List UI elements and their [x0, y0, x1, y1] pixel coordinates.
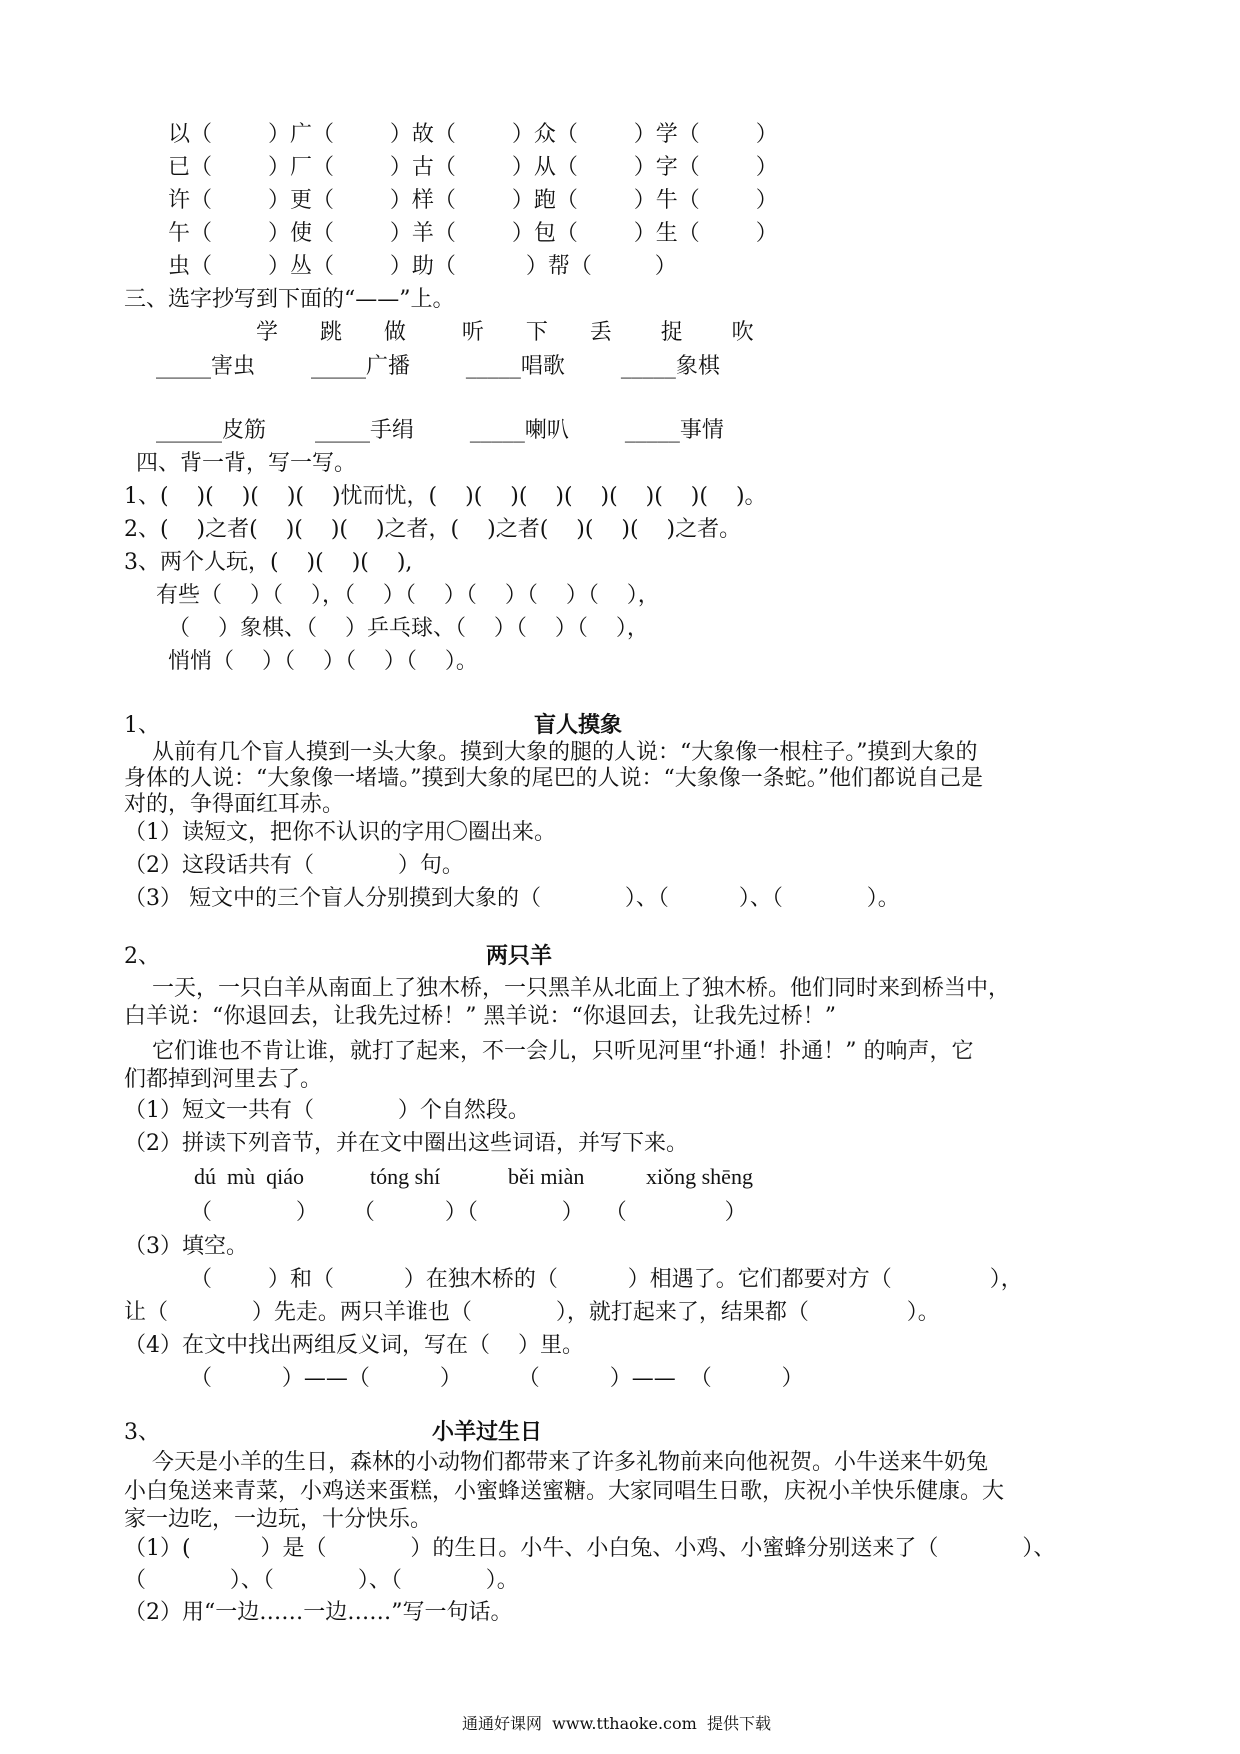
fill-line: （ ）和（ ）在独木桥的（ ）相遇了。它们都要对方（ ）， — [190, 1267, 1023, 1292]
recite-line: 有些（ ）（ ），（ ）（ ）（ ）（ ）（ ）， — [156, 583, 660, 608]
section-3-title: 三、选字抄写到下面的“——”上。 — [124, 287, 455, 312]
fill-line: 让（ ）先走。两只羊谁也（ ），就打起来了，结果都（ ）。 — [124, 1300, 940, 1325]
fill-row-1: _____害虫 _____广播 _____唱歌 _____象棋 — [156, 354, 720, 379]
char-row: 已（ ）厂（ ）古（ ）从（ ）字（ ） — [168, 155, 778, 180]
recite-line: （ ）象棋、（ ）乒乓球、（ ）（ ）（ ）， — [168, 616, 649, 641]
question: （1）短文一共有（ ）个自然段。 — [124, 1098, 530, 1123]
char-row: 许（ ）更（ ）样（ ）跑（ ）牛（ ） — [168, 188, 778, 213]
footer-credit: 通通好课网 www.tthaoke.com 提供下载 — [462, 1714, 771, 1733]
passage-3-number: 3、 — [124, 1420, 160, 1445]
question: （2）用“一边……一边……”写一句话。 — [124, 1600, 513, 1625]
question: （3）填空。 — [124, 1234, 248, 1259]
passage-text: 们都掉到河里去了。 — [124, 1067, 323, 1092]
char-row: 虫（ ）丛（ ）助（ ）帮（ ） — [168, 254, 677, 279]
passage-text: 小白兔送来青菜，小鸡送来蛋糕，小蜜蜂送蜜糖。大家同唱生日歌，庆祝小羊快乐健康。大 — [124, 1479, 1005, 1504]
pinyin: xiǒng shēng — [646, 1164, 753, 1189]
passage-text: 一天，一只白羊从南面上了独木桥，一只黑羊从北面上了独木桥。他们同时来到桥当中， — [124, 976, 1010, 1001]
question: （4）在文中找出两组反义词，写在（ ）里。 — [124, 1333, 584, 1358]
passage-1-number: 1、 — [124, 713, 160, 738]
choice-chars: 学 跳 做 听 下 丢 捉 吹 — [256, 320, 754, 345]
passage-text: 从前有几个盲人摸到一头大象。摸到大象的腿的人说：“大象像一根柱子。”摸到大象的 — [124, 740, 978, 765]
question: （1）读短文，把你不认识的字用〇圈出来。 — [124, 820, 556, 845]
recite-line: 1、( )( )( )( )忧而忧，( )( )( )( )( )( )( )。 — [124, 484, 767, 509]
recite-line: 2、( )之者( )( )( )之者，( )之者( )( )( )之者。 — [124, 517, 742, 542]
fill-line: （ ）、（ ）、（ ）。 — [124, 1568, 519, 1593]
fill-row-2: ______皮筋 _____手绢 _____喇叭 _____事情 — [156, 418, 724, 443]
char-row: 午（ ）使（ ）羊（ ）包（ ）生（ ） — [168, 221, 778, 246]
pinyin: tóng shí — [370, 1164, 441, 1189]
pinyin: dú mù qiáo — [194, 1164, 304, 1189]
passage-text: 对的，争得面红耳赤。 — [124, 792, 345, 817]
passage-text: 它们谁也不肯让谁，就打了起来，不一会儿，只听见河里“扑通！扑通！” 的响声，它 — [124, 1039, 974, 1064]
recite-line: 3、两个人玩，( )( )( ), — [124, 550, 413, 575]
passage-1-title: 盲人摸象 — [534, 713, 623, 738]
recite-line: 悄悄（ ）（ ）（ ）（ ）。 — [168, 649, 478, 674]
fill-line: （1）( ）是（ ）的生日。小牛、小白兔、小鸡、小蜜蜂分别送来了（ ）、 — [124, 1536, 1056, 1561]
pinyin-blanks: （ ） （ ）（ ） （ ） — [190, 1200, 747, 1225]
passage-text: 白羊说：“你退回去，让我先过桥！” 黑羊说：“你退回去，让我先过桥！” — [124, 1004, 836, 1029]
fill-line: （ ）——（ ） （ ）—— （ ） — [190, 1366, 804, 1391]
passage-text: 今天是小羊的生日，森林的小动物们都带来了许多礼物前来向他祝贺。小牛送来牛奶兔 — [124, 1450, 988, 1475]
question: （3） 短文中的三个盲人分别摸到大象的（ ）、（ ）、（ ）。 — [124, 886, 900, 911]
char-row: 以（ ）广（ ）故（ ）众（ ）学（ ） — [168, 122, 778, 147]
section-4-title: 四、背一背，写一写。 — [136, 451, 357, 476]
passage-text: 家一边吃，一边玩，十分快乐。 — [124, 1507, 433, 1532]
passage-2-number: 2、 — [124, 944, 160, 969]
question: （2）这段话共有（ ）句。 — [124, 853, 464, 878]
pinyin: běi miàn — [508, 1164, 585, 1189]
question: （2）拼读下列音节，并在文中圈出这些词语，并写下来。 — [124, 1131, 688, 1156]
passage-3-title: 小羊过生日 — [432, 1420, 543, 1445]
passage-text: 身体的人说：“大象像一堵墙。”摸到大象的尾巴的人说：“大象像一条蛇。”他们都说自己是 — [124, 766, 983, 791]
passage-2-title: 两只羊 — [486, 944, 553, 969]
